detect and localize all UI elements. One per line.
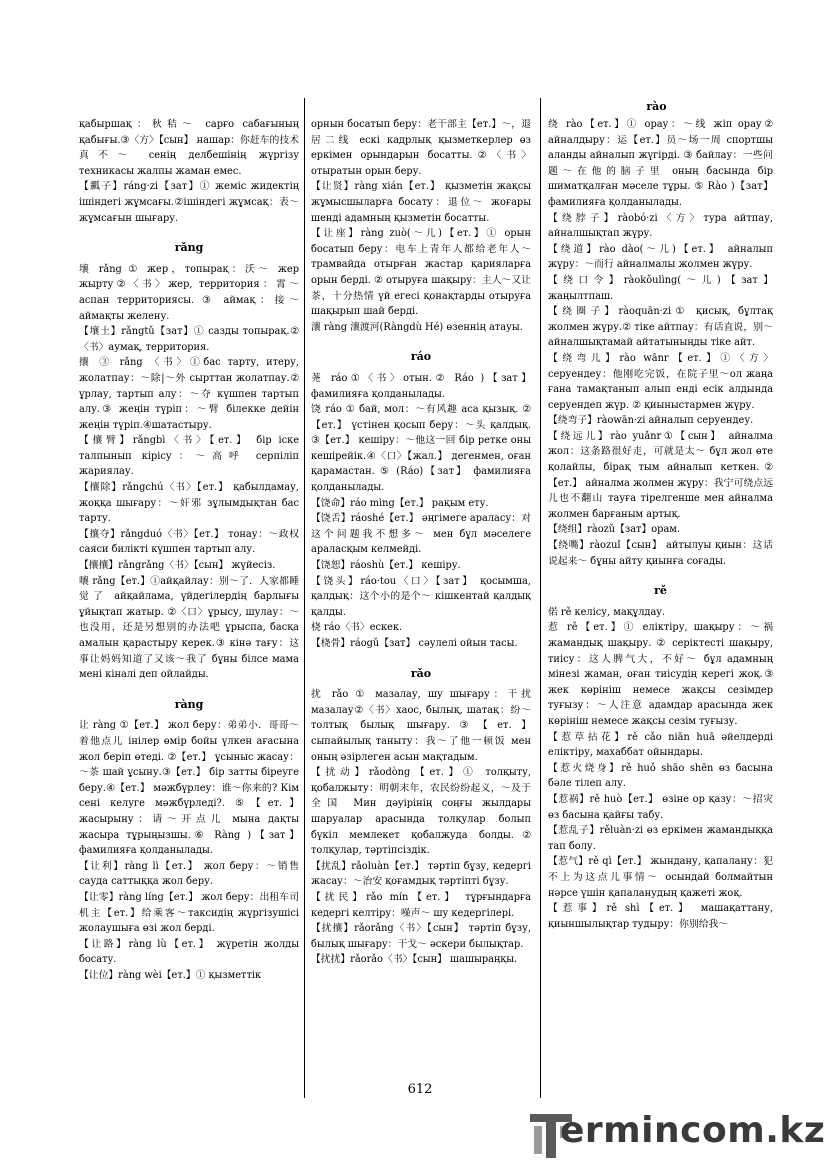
dictionary-column-2: [311, 117, 531, 1072]
dictionary-entry: 壤 rǎng ① жер，топырақ：沃～ жер жырту②〈书〉жер, территория：霄～ аспан территориясы. ③ аймақ：接～ аймақты желену.: [79, 263, 299, 322]
dictionary-entry: 【绕弯儿】rào wānr【ет.】①〈方〉серуендеу：他刚吃完饭，在院子里～ол жаңа ғана тамақтанып алып енді есік алдында серуендеп жүр. ② қиыныстармен жүру.: [548, 352, 773, 411]
dictionary-entry: 【扰民】rǎo mín【ет.】 тұрғындарға кедергі келтіру：噪声～ шу кедергілері.: [311, 891, 531, 919]
dictionary-entry: орнын босатып беру：老干部主【ет.】～，退居二线 ескі кадрлық қызметкерлер өз еркімен орындарын босатты.②〈书〉отыратын орын беру.: [311, 119, 531, 177]
dictionary-entry: 【惹火烧身】rě huǒ shāo shēn өз басына бәле тілеп алу.: [548, 762, 773, 790]
dictionary-entry: 【扰扰】rǎorǎo〈书〉【сын】 шашыраңқы.: [311, 954, 518, 966]
dictionary-entry: 【绕口令】ràokǒulìng(～儿)【зат】 жаңылтпаш.: [548, 274, 773, 302]
section-heading: rǎo: [410, 666, 432, 680]
dictionary-entry: 【绕远儿】rào yuǎnr①【сын】 айналма жол：这条路很好走，可就是太～ бұл жол өте қолайлы, бірақ тым айналып кеткен.②【ет.】 айналма жолмен жүру：我宁可绕点远儿也不翻山 тауға тірелгенше мен айналма жолмен барғаным артық.: [548, 430, 773, 520]
dictionary-entry: 攘 ③ rǎng 〈书〉①бас тарту, итеру, жолатпау：～除|～外 сырттан жолатпау.② ұрлау, тартып алу：～夺 күшпен тартып алу.③ жеңін түріп：～臂 білекке дейін жеңін түріп.④шатастыру.: [79, 357, 299, 431]
dictionary-entry: 【惹乱子】rěluàn·zi өз еркімен жамандыққа тап болу.: [548, 825, 773, 852]
dictionary-entry: 让 ràng ①【ет.】 жол беру：弟弟小．哥哥～着他点儿 інілер өмір бойы үлкен ағасына жол беріп өтеді. ②【ет.】 ұсыныс жасау：～茶 шай ұсыну.③【ет.】 бір затты біреуге беру.④【ет.】 мәжбүрлеу：谁～你来的? Кім сені келуге мәжбүрледі?. ⑤【ет.】 жасырыну：请～开点儿 мына дақты жасыра тұрыңызшы.⑥ Ràng )【зат】 фамилияға қолданылады.: [79, 720, 299, 857]
dictionary-entry: 【攘除】rǎngchú〈书〉【ет.】 қабылдамау, жоққа шығару：～奸邪 зұлымдықтан бас тарту.: [79, 482, 299, 525]
dictionary-entry: 【饶恕】ráoshù【ет.】 кешіру.: [311, 560, 461, 572]
dictionary-entry: 【扰乱】rǎoluàn【ет.】 тәртіп бұзу, кедергі жасау：～治安 қоғамдық тәртіпті бұзу.: [311, 860, 531, 888]
dictionary-entry: 【让利】ràng lì【ет.】 жол беру：～销售 сауда саттыққа жол беру.: [79, 860, 299, 888]
dictionary-entry: 【绕圈子】ràoquān·zi① қисық, бұлтақ жолмен жүру.② тіке айтпау：有话直说，别～ айналшықтамай айтатыныңды тіке айт.: [548, 306, 773, 349]
dictionary-entry: 瀼 ràng 瀼渡河(Ràngdù Hé) өзеннің атауы.: [311, 321, 523, 333]
terminkom-logo: [528, 1108, 826, 1160]
dictionary-entry: 【攘臂】rǎngbì〈书〉【ет.】 бір іске талпынып кірісу：～高呼 серпіліп жариялау.: [79, 435, 299, 478]
dictionary-entry: 荛 ráo①〈书〉отын.② Ráo )【зат】 фамилияға қолданылады.: [311, 372, 531, 400]
dictionary-entry: 绕 rào【ет.】① орау：～线 жіп орау② айналдыру：运【ет.】员～场一周 спортшы аланды айналып жүгірді. ③ байлау：一些问题～在他的脑子里 оның басында бір шиматқалған мәселе тұры. ⑤ Rào )【зат】 фамилияға қолданылады.: [548, 119, 773, 208]
dictionary-entry: 【攘攘】rǎngrǎng〈书〉【сын】 жүйесіз.: [79, 560, 276, 572]
dictionary-entry: 【让贤】ràng xián【ет.】 қызметін жақсы жұмысшыларға босату：退位～ жоғары шендi адамның қызметін босатты.: [311, 181, 531, 224]
dictionary-entry: 【壤土】rǎngtǔ【зат】① сазды топырақ.②〈书〉аумақ, территория.: [79, 326, 299, 353]
section-heading: ràng: [174, 697, 204, 711]
dictionary-entry: 嚷 rǎng【ет.】①айқайлау：别～了．人家都睡觉了 айқайлама, үйдегілердің барлығы ұйықтап жатыр. ②〈口〉ұрысу, шулау：～也没用，还是另想别的办法吧 ұрыспа, басқа амалын қарастыру керек.③ кінә тағу：这事让妈妈知道了又该～我了 бұны білсе мама мені кіналі деп ойлайды.: [79, 575, 299, 681]
dictionary-entry: 【让座】ràng zuò(～儿)【ет.】① орын босатып беру：电车上青年人都给老年人～ трамвайда отырған жастар қарияларға орын берді. ② отыруға шақыру：主人～又让茶，十分热情 үй егесі қонақтарды отыруға шақырып шай берді.: [311, 228, 531, 318]
dictionary-entry: 偌 rě келісу, мақұлдау.: [548, 606, 666, 618]
dictionary-entry: 【瓤子】ráng·zi【зат】① жеміс жидектің ішіндегі жұмсағы.②ішіндегі жұмсақ：表～ жұмсағын шығару.: [79, 181, 299, 224]
dictionary-entry: 【饶命】ráo mìng【ет.】 рақым ету.: [311, 497, 489, 509]
section-heading: ráo: [410, 350, 432, 364]
section-heading: rǎng: [174, 241, 204, 255]
dictionary-entry: 【惹祸】rě huò【ет.】 өзіне ор қазу：～招灾 өз басына қайғы табу.: [548, 793, 773, 821]
page-header-guide-word: rào: [646, 100, 667, 113]
dictionary-entry: 饶 ráo ① бай, мол：～有风趣 аса қызық. ②【ет.】 үстінен қосып беру：～头 қалдық. ③【ет.】 кешіру：～他这一回 бір ретке оны кешірейік.④〈口〉【жал.】 дегенмен, оған қарамастан. ⑤ (Ráo)【зат】 фамилияға қолданылады.: [311, 404, 531, 494]
dictionary-entry: 【扰动】rǎodòng【ет.】① толқыту, қобалжыту：明朝末年，农民纷纷起义，～及于全国 Мин дәуірінің соңғы жылдары шаруалар арасында толқулар болып бүкіл мемлекет қобалжуда болды.② толқулар, тәртіпсіздік.: [311, 767, 531, 857]
dictionary-entry: 【让零】ràng líng【ет.】 жол беру：出租车司机主【ет.】给乘客～такcидің жүргізушісі жолаушыға өзі жол берді.: [79, 891, 299, 935]
dictionary-entry: 【让路】ràng lù【ет.】 жүретін жолды босату.: [79, 938, 299, 966]
column-separator-right: [540, 98, 541, 1098]
dictionary-entry: 【绕嘴】ràozuǐ【сын】 айтылуы қиын：这话说起来～ бұны айту қиынға соғады.: [548, 540, 773, 567]
dictionary-entry: 【扰攘】rǎorǎng〈书〉【сын】 тәртіп бұзу, былық шығару：干戈～ әскери былықтар.: [311, 923, 531, 950]
dictionary-entry: 扰 rǎo ① мазалау, шу шығару：干扰 мазалау②〈书〉хаос, былық, шатақ：纷～ толтық былық шығару.③【ет.】 сыпайылық таныту：我～了他一顿饭 мен оның әзірлеген асын мақтадым.: [311, 689, 531, 763]
logo-text: ermincom.kz: [560, 1110, 826, 1151]
dictionary-entry: 惹 rě【ет.】① еліктіру, шақыру：～祸 жамандық шақыру. ② серіктесті шақыру, тиісу：这人脾气大，不好～ бұл адамның мінезі жаман, оған тиісудің керегі жоқ.③ жек көрініш немесе жақсы сезімдер туғызу：～人注意 адамдар арасында жек көрініш немесе жақсы сезім туғызу.: [548, 622, 773, 727]
dictionary-entry: 【让位】ràng wèi【ет.】① қызметтік: [79, 969, 262, 981]
section-heading: rě: [654, 584, 667, 598]
dictionary-entry: 【惹气】rě qì【ет.】 жындану, қапалану：犯不上为这点儿事情～ осындай болмайтын нәрсе үшін қапаланудың қажеті жоқ.: [548, 856, 773, 899]
dictionary-entry: 【惹草拈花】rě cǎo niān huā әйелдерді еліктіру, махаббат ойындары.: [548, 731, 773, 759]
dictionary-entry: 【饶舌】ráoshé【ет.】 әңгімеге араласу：对这个问题我不想多～ мен бұл мәселеге араласқым келмейді.: [311, 513, 531, 556]
dictionary-entry: 【绕脖子】ràobó·zi〈方〉тура айтпау, айналшықтап жүру.: [548, 212, 773, 240]
dictionary-entry: қабыршақ：秋秸～ сарғо сабағының қабығы.③〈方〉【сын】 нашар：你赶车的技术真不～ сенің делбешінің жүргізу техникасы жалпы жаман емес.: [79, 119, 299, 177]
column-separator-left: [304, 98, 305, 1098]
dictionary-entry: 【惹事】rě shì【ет.】 машақаттану, қиыншылықтар тудыру：你别给我～: [548, 903, 773, 930]
dictionary-entry: 【桡骨】ráogǔ【зат】 сәулелі ойын тасы.: [311, 638, 518, 649]
dictionary-column-1: [79, 117, 299, 1072]
dictionary-entry: 【绕组】ràozǔ【зат】орам.: [548, 524, 681, 536]
dictionary-entry: 桡 ráo〈书〉ескек.: [311, 622, 403, 634]
dictionary-entry: 【饶头】ráo·tou〈口〉【зат】 қосымша, қалдық：这个小的是个～ кішкентай қалдық қалды.: [311, 575, 531, 618]
dictionary-entry: 【攘夺】rǎngduó〈书〉【ет.】 тонау：～政权 саяси билікті күшпен тартып алу.: [79, 528, 299, 556]
dictionary-entry: 【绕弯子】ràowān·zi айналып серуендеу.: [548, 415, 754, 427]
page-number: 612: [407, 1082, 433, 1097]
dictionary-entry: 【绕道】rào dào(～儿)【ет.】 айналып жүру：～而行 айналмалы жолмен жүру.: [548, 243, 773, 271]
dictionary-column-3: [548, 117, 773, 1072]
